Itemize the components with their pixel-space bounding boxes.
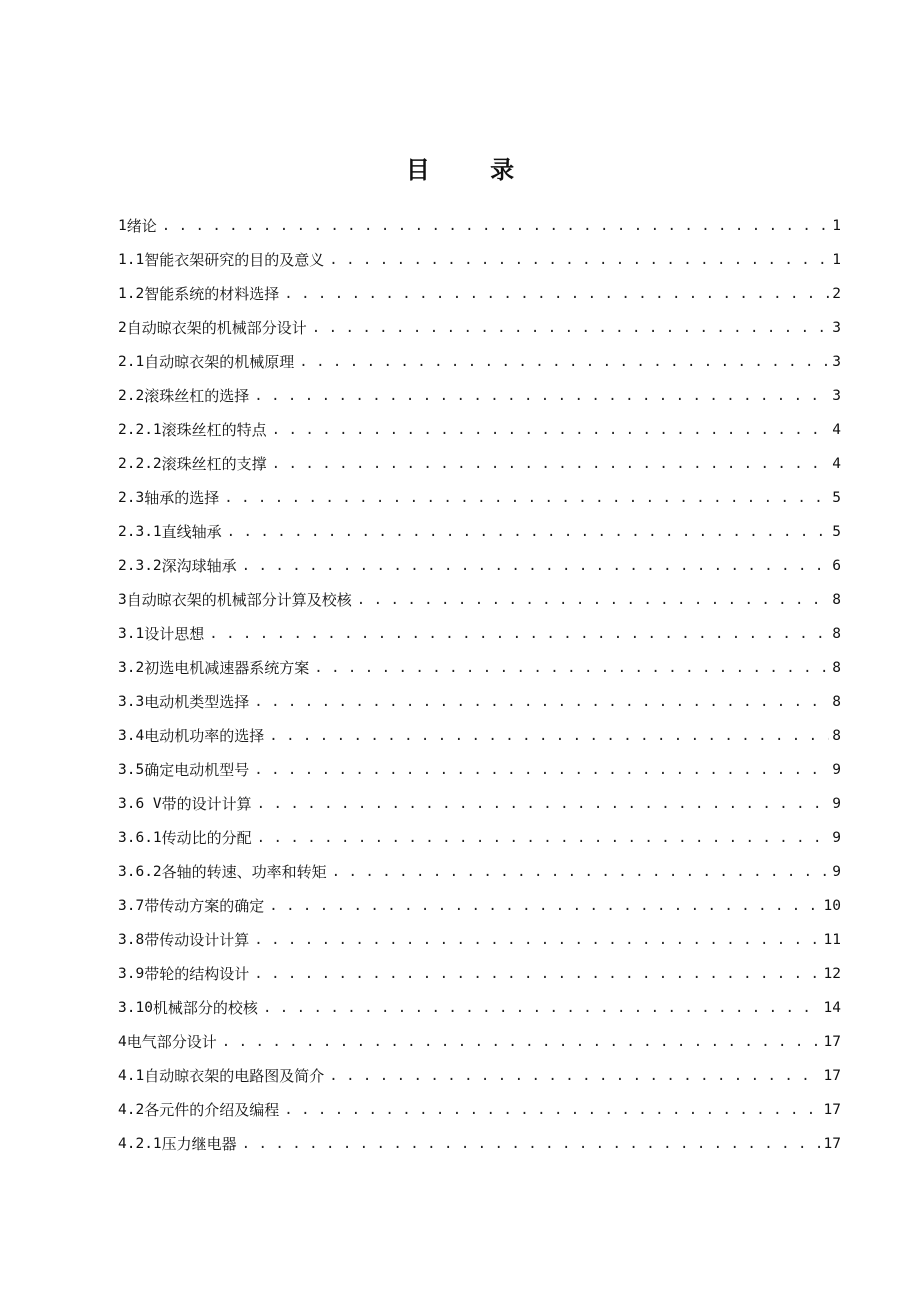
- toc-entry-page-number: 11: [823, 932, 841, 948]
- toc-entry-title: 压力继电器: [161, 1135, 237, 1153]
- toc-entry[interactable]: [118, 277, 841, 311]
- toc-dot-leader: [222, 1025, 821, 1059]
- toc-entry[interactable]: [118, 855, 841, 889]
- toc-entry[interactable]: [118, 651, 841, 685]
- toc-entry-page-number: 3: [832, 354, 841, 370]
- toc-entry-page-number: 8: [832, 728, 841, 744]
- toc-entry-number: 3.6.2: [118, 864, 162, 880]
- toc-entry-title: 设计思想: [144, 625, 205, 643]
- toc-entry[interactable]: [118, 345, 841, 379]
- toc-entry-page-number: 5: [832, 490, 841, 506]
- toc-entry-page-number: 8: [832, 592, 841, 608]
- toc-entry-number: 2.1: [118, 354, 145, 370]
- toc-entry-title: 电动机功率的选择: [144, 727, 265, 745]
- toc-entry-page-number: 17: [823, 1136, 841, 1152]
- toc-entry-number: 3.6.1: [118, 830, 162, 846]
- toc-entry-number: 1.2: [118, 286, 145, 302]
- toc-entry-number: 3.2: [118, 660, 145, 676]
- toc-entry[interactable]: [118, 889, 841, 923]
- toc-entry-page-number: 4: [832, 456, 841, 472]
- toc-dot-leader: [263, 991, 821, 1025]
- toc-entry[interactable]: [118, 379, 841, 413]
- toc-entry[interactable]: [118, 787, 841, 821]
- toc-entry-page-number: 9: [832, 830, 841, 846]
- toc-entry-title: 滚珠丝杠的特点: [161, 421, 267, 439]
- toc-entry-title: 电气部分设计: [126, 1033, 217, 1051]
- toc-entry-title: 轴承的选择: [144, 489, 220, 507]
- toc-entry-title: 各轴的转速、功率和转矩: [161, 863, 327, 881]
- toc-dot-leader: [257, 787, 830, 821]
- toc-entry[interactable]: [118, 209, 841, 243]
- toc-entry[interactable]: [118, 753, 841, 787]
- toc-dot-leader: [227, 515, 830, 549]
- toc-entry-number: 3.9: [118, 966, 145, 982]
- toc-entry-page-number: 17: [823, 1034, 841, 1050]
- toc-entry-number: 3: [118, 592, 127, 608]
- toc-entry-number: 3.7: [118, 898, 145, 914]
- toc-entry[interactable]: [118, 991, 841, 1025]
- toc-entry[interactable]: [118, 685, 841, 719]
- toc-entry-page-number: 8: [832, 626, 841, 642]
- toc-entry-title: 带轮的结构设计: [144, 965, 250, 983]
- toc-dot-leader: [209, 617, 829, 651]
- toc-entry[interactable]: [118, 1059, 841, 1093]
- toc-list: [118, 209, 841, 1161]
- toc-dot-leader: [242, 1127, 821, 1161]
- toc-entry-page-number: 9: [832, 864, 841, 880]
- toc-entry[interactable]: [118, 957, 841, 991]
- toc-entry-page-number: 1: [832, 252, 841, 268]
- toc-entry[interactable]: [118, 549, 841, 583]
- toc-entry-number: 2.3.1: [118, 524, 162, 540]
- toc-entry-page-number: 6: [832, 558, 841, 574]
- toc-entry-number: 4.2.1: [118, 1136, 162, 1152]
- toc-entry-number: 1.1: [118, 252, 145, 268]
- toc-dot-leader: [254, 685, 829, 719]
- toc-entry-page-number: 9: [832, 796, 841, 812]
- toc-dot-leader: [254, 923, 820, 957]
- toc-entry-title: 绪论: [126, 217, 157, 235]
- toc-entry-title: 传动比的分配: [161, 829, 252, 847]
- toc-entry-number: 3.10: [118, 1000, 153, 1016]
- toc-dot-leader: [269, 889, 820, 923]
- toc-entry-page-number: 17: [823, 1102, 841, 1118]
- toc-entry-page-number: 10: [823, 898, 841, 914]
- toc-entry-title: 各元件的介绍及编程: [144, 1101, 280, 1119]
- toc-entry[interactable]: [118, 923, 841, 957]
- toc-dot-leader: [272, 413, 830, 447]
- toc-entry[interactable]: [118, 413, 841, 447]
- toc-entry-number: 3.1: [118, 626, 145, 642]
- toc-entry-number: 2.2: [118, 388, 145, 404]
- toc-dot-leader: [162, 209, 830, 243]
- toc-entry-page-number: 8: [832, 660, 841, 676]
- toc-entry[interactable]: [118, 1025, 841, 1059]
- toc-entry-title: 直线轴承: [161, 523, 222, 541]
- toc-entry-title: 机械部分的校核: [152, 999, 258, 1017]
- toc-entry[interactable]: [118, 243, 841, 277]
- toc-dot-leader: [242, 549, 830, 583]
- toc-entry[interactable]: [118, 583, 841, 617]
- toc-entry[interactable]: [118, 719, 841, 753]
- toc-entry-title: 自动晾衣架的机械原理: [144, 353, 295, 371]
- toc-dot-leader: [284, 1093, 820, 1127]
- toc-dot-leader: [284, 277, 829, 311]
- toc-entry-number: 4.1: [118, 1068, 145, 1084]
- toc-entry-number: 2: [118, 320, 127, 336]
- toc-entry-number: 4.2: [118, 1102, 145, 1118]
- toc-dot-leader: [272, 447, 830, 481]
- toc-entry-title: 带的设计计算: [161, 795, 252, 813]
- toc-entry-title: 滚珠丝杠的支撑: [161, 455, 267, 473]
- toc-entry-number: 1: [118, 218, 127, 234]
- toc-dot-leader: [254, 957, 820, 991]
- toc-entry[interactable]: [118, 311, 841, 345]
- toc-entry[interactable]: [118, 821, 841, 855]
- toc-entry-number: 3.3: [118, 694, 145, 710]
- toc-entry-number: 4: [118, 1034, 127, 1050]
- toc-entry-number: 2.2.2: [118, 456, 162, 472]
- page-title: 目 录: [405, 156, 541, 184]
- toc-entry-title: 自动晾衣架的电路图及简介: [144, 1067, 325, 1085]
- toc-dot-leader: [254, 753, 829, 787]
- toc-entry-page-number: 17: [823, 1068, 841, 1084]
- toc-dot-leader: [332, 855, 830, 889]
- toc-entry-title: 智能系统的材料选择: [144, 285, 280, 303]
- toc-entry-page-number: 1: [832, 218, 841, 234]
- toc-entry-title: 电动机类型选择: [144, 693, 250, 711]
- toc-dot-leader: [329, 243, 829, 277]
- toc-entry-page-number: 3: [832, 388, 841, 404]
- toc-entry-page-number: 2: [832, 286, 841, 302]
- toc-entry-title: 带传动方案的确定: [144, 897, 265, 915]
- toc-entry[interactable]: [118, 481, 841, 515]
- toc-entry[interactable]: [118, 1127, 841, 1161]
- toc-dot-leader: [329, 1059, 820, 1093]
- toc-dot-leader: [357, 583, 830, 617]
- toc-entry-number: 2.2.1: [118, 422, 162, 438]
- toc-entry-title: 确定电动机型号: [144, 761, 250, 779]
- toc-entry[interactable]: [118, 617, 841, 651]
- toc-entry[interactable]: [118, 515, 841, 549]
- toc-entry-title: 自动晾衣架的机械部分设计: [126, 319, 307, 337]
- toc-entry-page-number: 8: [832, 694, 841, 710]
- toc-entry-number: 2.3.2: [118, 558, 162, 574]
- toc-entry[interactable]: [118, 447, 841, 481]
- toc-dot-leader: [257, 821, 830, 855]
- toc-entry-title: 滚珠丝杠的选择: [144, 387, 250, 405]
- toc-entry-number: 3.6 V: [118, 796, 162, 812]
- toc-entry-page-number: 3: [832, 320, 841, 336]
- toc-entry-page-number: 4: [832, 422, 841, 438]
- toc-entry-page-number: 14: [823, 1000, 841, 1016]
- toc-entry-title: 智能衣架研究的目的及意义: [144, 251, 325, 269]
- toc-entry[interactable]: [118, 1093, 841, 1127]
- toc-entry-page-number: 12: [823, 966, 841, 982]
- toc-dot-leader: [299, 345, 829, 379]
- toc-entry-page-number: 5: [832, 524, 841, 540]
- toc-dot-leader: [254, 379, 829, 413]
- toc-dot-leader: [224, 481, 829, 515]
- toc-dot-leader: [314, 651, 829, 685]
- toc-entry-title: 深沟球轴承: [161, 557, 237, 575]
- toc-dot-leader: [312, 311, 830, 345]
- toc-entry-number: 3.5: [118, 762, 145, 778]
- toc-entry-number: 2.3: [118, 490, 145, 506]
- toc-entry-title: 初选电机减速器系统方案: [144, 659, 310, 677]
- toc-entry-page-number: 9: [832, 762, 841, 778]
- toc-entry-number: 3.8: [118, 932, 145, 948]
- toc-entry-title: 自动晾衣架的机械部分计算及校核: [126, 591, 352, 609]
- toc-dot-leader: [269, 719, 829, 753]
- toc-entry-number: 3.4: [118, 728, 145, 744]
- toc-entry-title: 带传动设计计算: [144, 931, 250, 949]
